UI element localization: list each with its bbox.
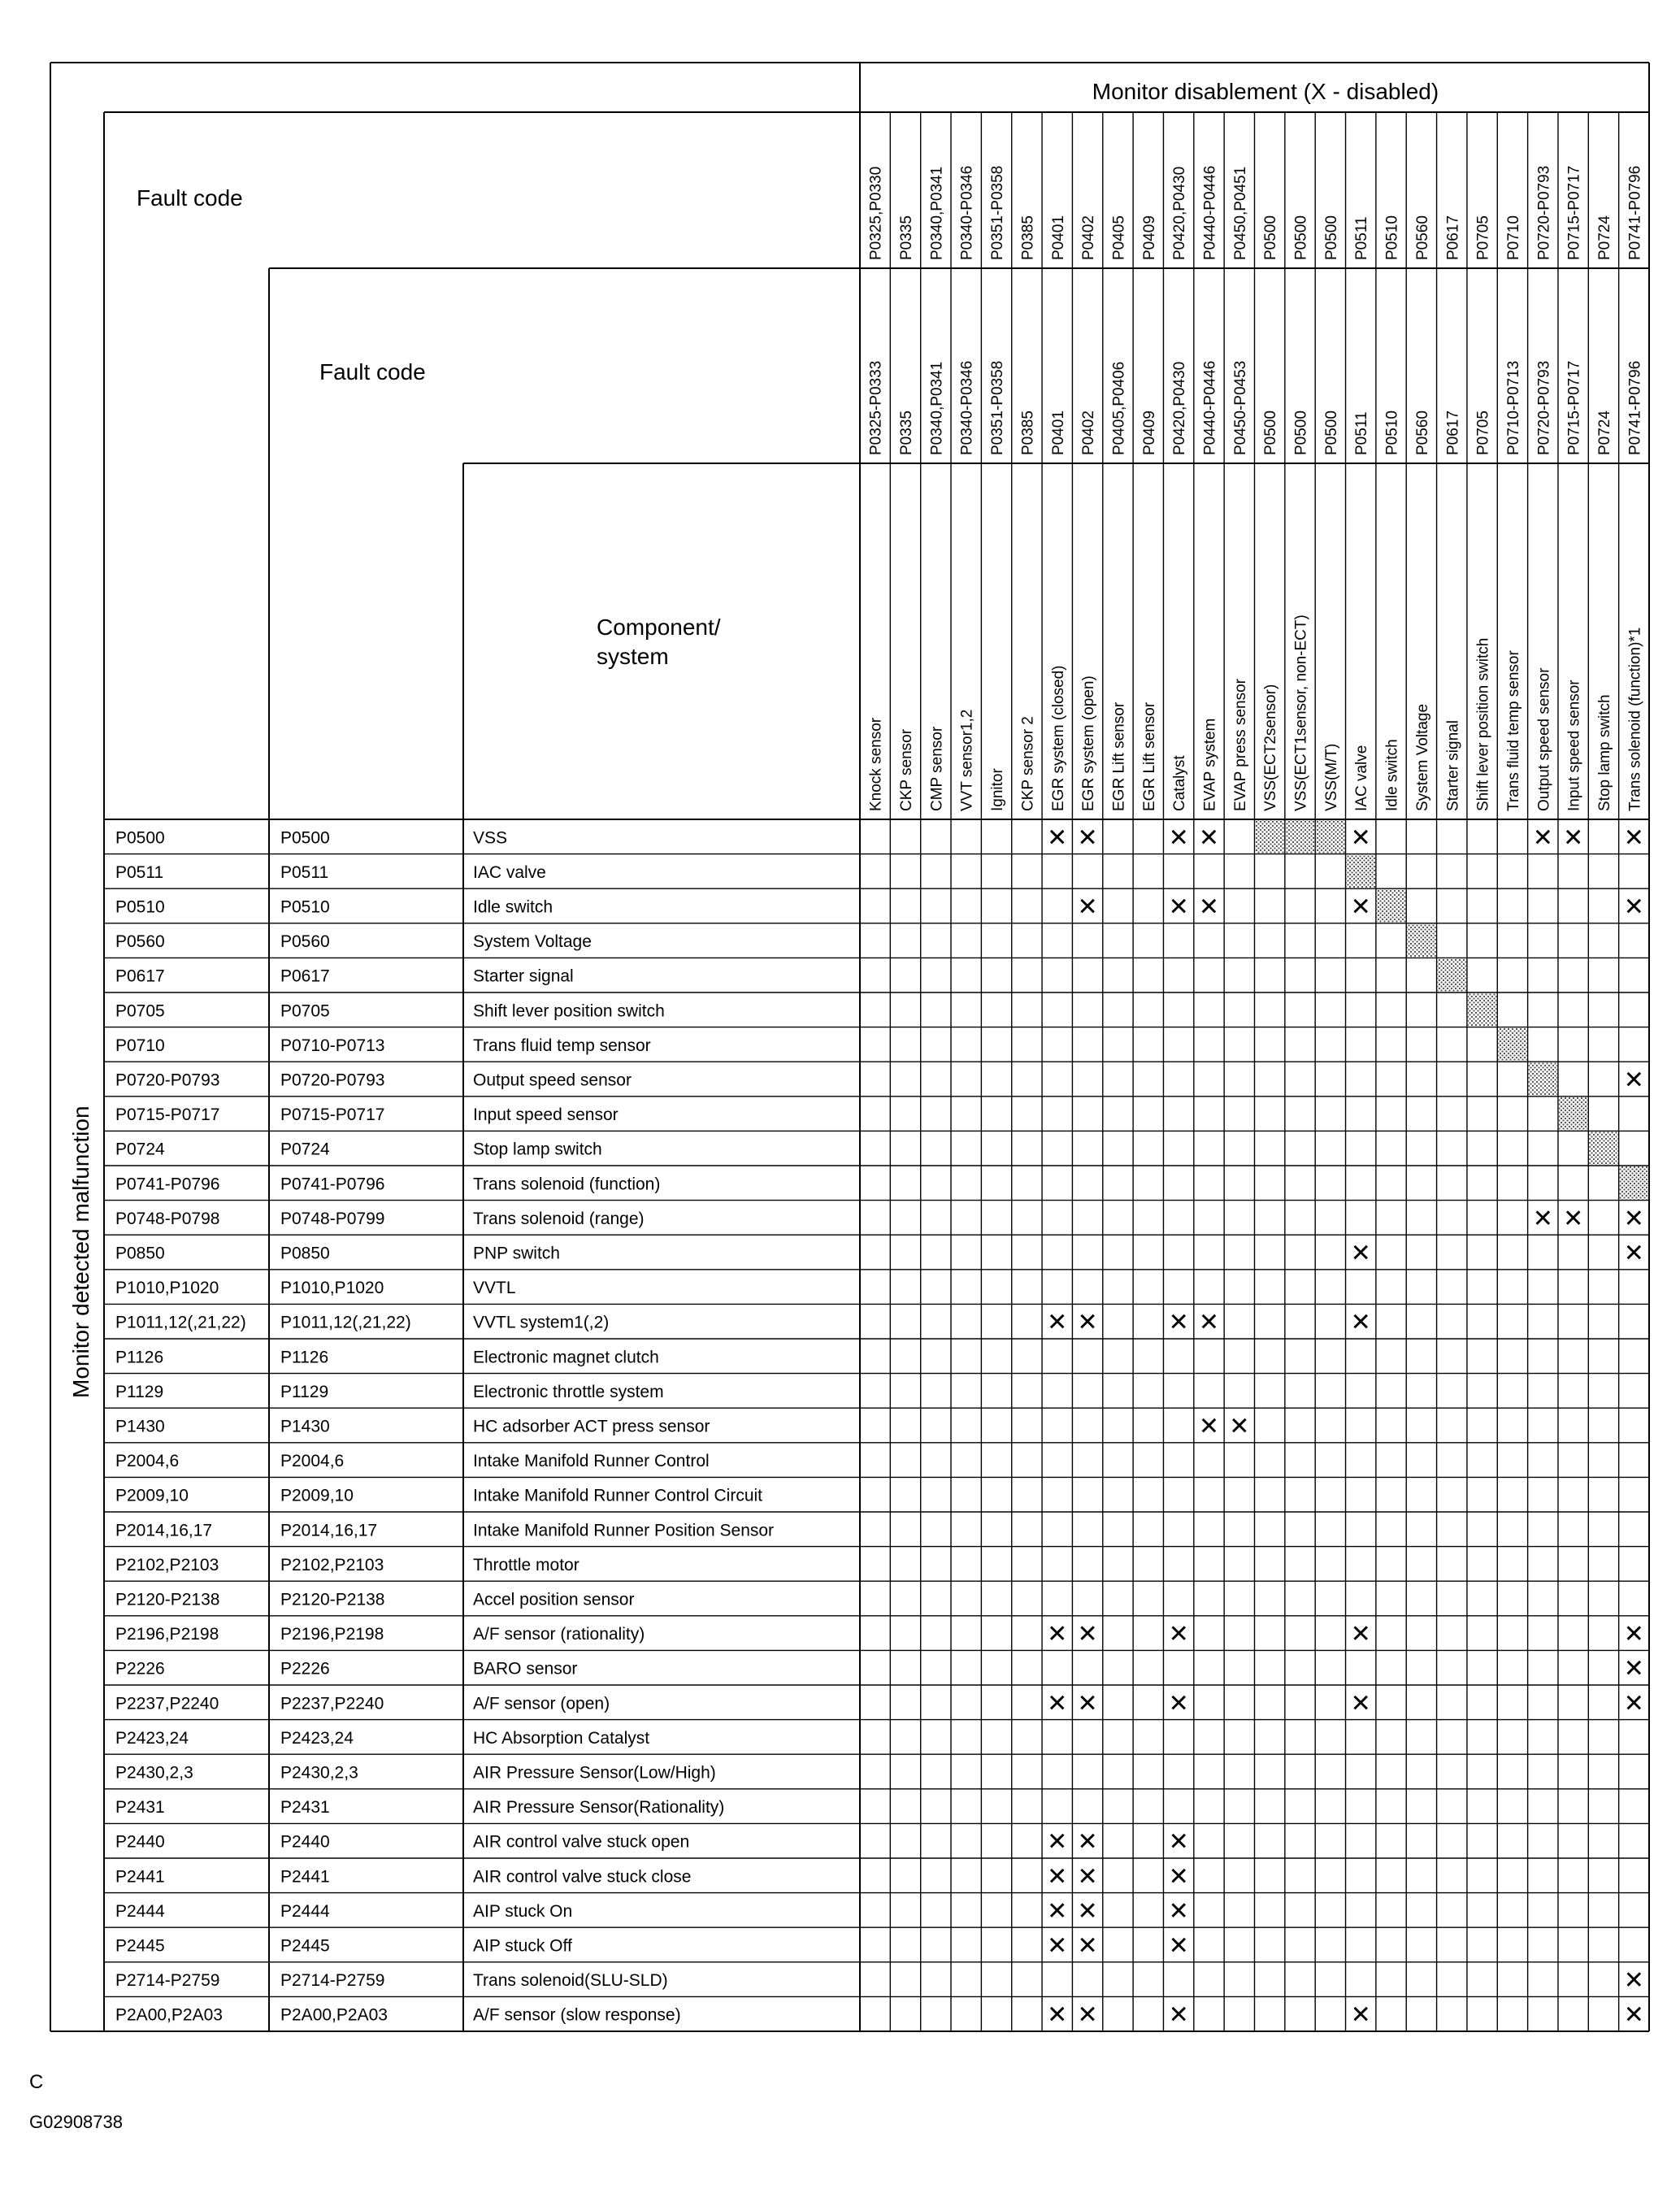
disabled-x-mark: ✕ <box>1077 1620 1098 1649</box>
column-component-name: Shift lever position switch <box>1474 637 1492 811</box>
row-fault-code-secondary: P2714-P2759 <box>280 1971 385 1991</box>
disabled-x-mark: ✕ <box>1047 1689 1068 1718</box>
row-component-name: Trans solenoid(SLU-SLD) <box>473 1971 668 1991</box>
disabled-x-mark: ✕ <box>1168 2000 1189 2030</box>
row-fault-code-primary: P2714-P2759 <box>115 1971 220 1991</box>
figure-id: G02908738 <box>29 2112 123 2132</box>
column-code-primary: P0409 <box>1140 215 1158 260</box>
column-component-name: IAC valve <box>1353 745 1371 811</box>
disabled-x-mark: ✕ <box>1047 823 1068 853</box>
fault-code-header-inner: Fault code <box>319 359 426 384</box>
column-code-secondary: P0560 <box>1413 410 1431 455</box>
column-code-primary: P0724 <box>1595 215 1613 260</box>
row-component-name: IAC valve <box>473 862 546 882</box>
disabled-x-mark: ✕ <box>1168 1689 1189 1718</box>
column-code-secondary: P0401 <box>1049 410 1067 455</box>
row-fault-code-primary: P2102,P2103 <box>115 1555 219 1574</box>
column-code-primary: P0440-P0446 <box>1201 165 1219 260</box>
row-fault-code-primary: P0705 <box>115 1001 165 1021</box>
disabled-x-mark: ✕ <box>1563 1204 1584 1233</box>
row-component-name: Intake Manifold Runner Control <box>473 1452 710 1471</box>
column-code-secondary: P0340,P0341 <box>928 361 946 455</box>
row-fault-code-secondary: P1430 <box>280 1417 330 1436</box>
row-component-name: Stop lamp switch <box>473 1140 602 1159</box>
row-component-name: Electronic magnet clutch <box>473 1348 659 1367</box>
column-component-name: VSS(ECT1sensor, non-ECT) <box>1292 615 1310 811</box>
disabled-x-mark: ✕ <box>1077 1827 1098 1857</box>
row-fault-code-primary: P2440 <box>115 1832 165 1852</box>
disabled-x-mark: ✕ <box>1350 893 1371 922</box>
column-code-primary: P0720-P0793 <box>1535 165 1553 260</box>
row-fault-code-secondary: P2430,2,3 <box>280 1763 358 1783</box>
row-fault-code-secondary: P1126 <box>280 1348 329 1367</box>
column-component-name: EGR Lift sensor <box>1140 701 1158 811</box>
row-component-name: VVTL system1(,2) <box>473 1313 610 1332</box>
disabled-x-mark: ✕ <box>1623 1620 1644 1649</box>
row-fault-code-secondary: P1129 <box>280 1382 329 1401</box>
column-component-name: Output speed sensor <box>1535 667 1553 811</box>
row-component-name: AIP stuck On <box>473 1901 573 1921</box>
disabled-x-mark: ✕ <box>1168 1896 1189 1926</box>
column-code-secondary: P0405,P0406 <box>1110 361 1128 455</box>
row-fault-code-primary: P2120-P2138 <box>115 1590 220 1609</box>
disabled-x-mark: ✕ <box>1563 823 1584 853</box>
disabled-x-mark: ✕ <box>1623 1239 1644 1268</box>
row-fault-code-primary: P0715-P0717 <box>115 1105 220 1125</box>
disabled-x-mark: ✕ <box>1532 1204 1553 1233</box>
column-code-secondary: P0440-P0446 <box>1201 360 1219 455</box>
row-fault-code-secondary: P2431 <box>280 1798 330 1818</box>
column-component-name: EGR Lift sensor <box>1110 701 1128 811</box>
disabled-x-mark: ✕ <box>1350 1689 1371 1718</box>
row-component-name: AIR control valve stuck close <box>473 1867 692 1887</box>
disabled-x-mark: ✕ <box>1198 823 1220 853</box>
disabled-x-mark: ✕ <box>1229 1412 1250 1441</box>
column-component-name: Catalyst <box>1171 755 1189 811</box>
column-component-name: EGR system (closed) <box>1049 665 1067 811</box>
row-fault-code-primary: P0500 <box>115 828 165 848</box>
row-fault-code-primary: P2423,24 <box>115 1728 189 1748</box>
disabled-x-mark: ✕ <box>1623 893 1644 922</box>
disabled-x-mark: ✕ <box>1047 1931 1068 1961</box>
column-code-secondary: P0705 <box>1474 410 1492 455</box>
disabled-x-mark: ✕ <box>1532 823 1553 853</box>
disabled-x-mark: ✕ <box>1350 1239 1371 1268</box>
column-code-primary: P0420,P0430 <box>1171 166 1189 260</box>
row-component-name: Trans solenoid (function) <box>473 1175 661 1194</box>
column-code-secondary: P0510 <box>1383 410 1401 455</box>
disabled-x-mark: ✕ <box>1047 1896 1068 1926</box>
disabled-x-mark: ✕ <box>1168 1620 1189 1649</box>
self-cell-shade <box>1559 1097 1587 1131</box>
row-fault-code-primary: P0710 <box>115 1036 165 1055</box>
column-code-secondary: P0500 <box>1322 410 1340 455</box>
row-fault-code-secondary: P0710-P0713 <box>280 1036 385 1055</box>
row-fault-code-secondary: P2445 <box>280 1936 330 1956</box>
row-fault-code-secondary: P0724 <box>280 1140 330 1159</box>
column-code-primary: P0510 <box>1383 215 1401 260</box>
column-code-secondary: P0741-P0796 <box>1626 360 1644 455</box>
column-code-secondary: P0724 <box>1595 410 1613 455</box>
row-component-name: Idle switch <box>473 897 553 917</box>
row-fault-code-secondary: P2014,16,17 <box>280 1521 378 1540</box>
self-cell-shade <box>1620 1166 1648 1200</box>
self-cell-shade <box>1498 1028 1526 1062</box>
row-component-name: AIR Pressure Sensor(Low/High) <box>473 1763 716 1783</box>
disabled-x-mark: ✕ <box>1350 1620 1371 1649</box>
column-component-name: Idle switch <box>1383 739 1401 811</box>
column-code-primary: P0500 <box>1322 215 1340 260</box>
column-component-name: Starter signal <box>1444 720 1462 811</box>
disabled-x-mark: ✕ <box>1623 2000 1644 2030</box>
self-cell-shade <box>1316 820 1344 853</box>
column-code-secondary: P0325-P0333 <box>867 360 885 455</box>
disabled-x-mark: ✕ <box>1623 1654 1644 1683</box>
disabled-x-mark: ✕ <box>1077 893 1098 922</box>
column-code-primary: P0710 <box>1504 215 1522 260</box>
row-component-name: A/F sensor (slow response) <box>473 2005 681 2025</box>
column-code-secondary: P0500 <box>1292 410 1310 455</box>
row-fault-code-secondary: P2423,24 <box>280 1728 354 1748</box>
row-fault-code-secondary: P2237,P2240 <box>280 1694 384 1713</box>
row-fault-code-primary: P2441 <box>115 1867 165 1887</box>
row-component-name: A/F sensor (open) <box>473 1694 610 1713</box>
row-fault-code-secondary: P2102,P2103 <box>280 1555 384 1574</box>
monitor-disablement-title: Monitor disablement (X - disabled) <box>1092 79 1439 104</box>
row-component-name: BARO sensor <box>473 1659 578 1679</box>
row-fault-code-primary: P2004,6 <box>115 1452 180 1471</box>
row-fault-code-primary: P2A00,P2A03 <box>115 2005 223 2025</box>
column-component-name: Knock sensor <box>867 717 885 811</box>
component-system-header-line2: system <box>597 644 669 669</box>
disabled-x-mark: ✕ <box>1623 1066 1644 1095</box>
column-component-name: Trans fluid temp sensor <box>1504 650 1522 811</box>
column-code-primary: P0741-P0796 <box>1626 165 1644 260</box>
column-code-primary: P0385 <box>1019 215 1037 260</box>
disabled-x-mark: ✕ <box>1077 2000 1098 2030</box>
row-fault-code-secondary: P2440 <box>280 1832 330 1852</box>
row-component-name: PNP switch <box>473 1244 560 1263</box>
row-fault-code-primary: P2009,10 <box>115 1486 189 1505</box>
row-fault-code-secondary: P2441 <box>280 1867 330 1887</box>
row-component-name: AIP stuck Off <box>473 1936 572 1956</box>
row-fault-code-secondary: P2444 <box>280 1901 330 1921</box>
disabled-x-mark: ✕ <box>1168 823 1189 853</box>
row-fault-code-secondary: P0510 <box>280 897 330 917</box>
self-cell-shade <box>1347 855 1375 888</box>
disabled-x-mark: ✕ <box>1350 2000 1371 2030</box>
row-fault-code-primary: P2430,2,3 <box>115 1763 193 1783</box>
row-fault-code-secondary: P0500 <box>280 828 330 848</box>
column-component-name: VSS(M/T) <box>1322 743 1340 811</box>
row-component-name: VSS <box>473 828 508 848</box>
column-component-name: Trans solenoid (function)*1 <box>1626 627 1644 811</box>
self-cell-shade <box>1589 1131 1617 1165</box>
row-fault-code-secondary: P0748-P0799 <box>280 1209 385 1228</box>
disabled-x-mark: ✕ <box>1198 1308 1220 1337</box>
row-fault-code-primary: P0511 <box>115 862 164 882</box>
row-fault-code-primary: P0510 <box>115 897 165 917</box>
row-component-name: Trans fluid temp sensor <box>473 1036 651 1055</box>
self-cell-shade <box>1256 820 1284 853</box>
disabled-x-mark: ✕ <box>1168 893 1189 922</box>
disabled-x-mark: ✕ <box>1168 1308 1189 1337</box>
column-code-primary: P0340-P0346 <box>958 165 976 260</box>
row-fault-code-secondary: P2004,6 <box>280 1452 345 1471</box>
row-fault-code-secondary: P1011,12(,21,22) <box>280 1313 411 1332</box>
self-cell-shade <box>1407 924 1435 958</box>
row-fault-code-primary: P1010,P1020 <box>115 1279 219 1298</box>
column-code-secondary: P0500 <box>1262 410 1280 455</box>
column-code-secondary: P0511 <box>1353 411 1371 455</box>
column-code-secondary: P0402 <box>1080 410 1098 455</box>
row-component-name: Throttle motor <box>473 1555 580 1574</box>
self-cell-shade <box>1377 889 1405 923</box>
disabled-x-mark: ✕ <box>1623 1689 1644 1718</box>
column-code-primary: P0401 <box>1049 215 1067 260</box>
column-code-secondary: P0715-P0717 <box>1565 360 1583 455</box>
disabled-x-mark: ✕ <box>1077 1896 1098 1926</box>
row-fault-code-secondary: P0705 <box>280 1001 330 1021</box>
row-component-name: VVTL <box>473 1279 516 1298</box>
column-code-primary: P0715-P0717 <box>1565 165 1583 260</box>
column-component-name: System Voltage <box>1413 703 1431 811</box>
column-component-name: VSS(ECT2sensor) <box>1262 684 1280 811</box>
row-fault-code-secondary: P2196,P2198 <box>280 1625 384 1644</box>
disabled-x-mark: ✕ <box>1047 1827 1068 1857</box>
row-component-name: Intake Manifold Runner Position Sensor <box>473 1521 775 1540</box>
row-component-name: Input speed sensor <box>473 1105 619 1125</box>
row-fault-code-primary: P0741-P0796 <box>115 1175 220 1194</box>
column-code-secondary: P0340-P0346 <box>958 360 976 455</box>
row-fault-code-secondary: P2120-P2138 <box>280 1590 385 1609</box>
row-component-name: Intake Manifold Runner Control Circuit <box>473 1486 762 1505</box>
column-component-name: Input speed sensor <box>1565 680 1583 811</box>
column-code-primary: P0405 <box>1110 215 1128 260</box>
row-component-name: Output speed sensor <box>473 1071 632 1090</box>
row-fault-code-secondary: P0850 <box>280 1244 330 1263</box>
column-code-secondary: P0409 <box>1140 410 1158 455</box>
column-component-name: Ignitor <box>989 768 1007 811</box>
column-component-name: EVAP system <box>1201 718 1219 811</box>
column-code-secondary: P0335 <box>898 410 916 455</box>
row-component-name: HC adsorber ACT press sensor <box>473 1417 710 1436</box>
column-component-name: CKP sensor <box>898 728 916 811</box>
row-fault-code-secondary: P0617 <box>280 966 330 986</box>
row-fault-code-secondary: P0741-P0796 <box>280 1175 385 1194</box>
column-code-primary: P0340,P0341 <box>928 166 946 260</box>
row-component-name: A/F sensor (rationality) <box>473 1625 645 1644</box>
row-component-name: AIR Pressure Sensor(Rationality) <box>473 1798 725 1818</box>
column-code-primary: P0402 <box>1080 215 1098 260</box>
row-fault-code-secondary: P0715-P0717 <box>280 1105 385 1125</box>
disabled-x-mark: ✕ <box>1047 1308 1068 1337</box>
column-code-primary: P0335 <box>898 215 916 260</box>
disabled-x-mark: ✕ <box>1077 1689 1098 1718</box>
column-code-secondary: P0385 <box>1019 410 1037 455</box>
disabled-x-mark: ✕ <box>1077 1862 1098 1891</box>
row-fault-code-secondary: P2226 <box>280 1659 330 1679</box>
column-code-primary: P0450,P0451 <box>1231 166 1249 260</box>
column-component-name: Stop lamp switch <box>1595 694 1613 811</box>
disabled-x-mark: ✕ <box>1047 1862 1068 1891</box>
row-fault-code-secondary: P1010,P1020 <box>280 1279 384 1298</box>
row-fault-code-primary: P2196,P2198 <box>115 1625 219 1644</box>
disabled-x-mark: ✕ <box>1623 1204 1644 1233</box>
row-fault-code-primary: P1126 <box>115 1348 164 1367</box>
column-component-name: EVAP press sensor <box>1231 679 1249 811</box>
row-fault-code-primary: P2237,P2240 <box>115 1694 219 1713</box>
disabled-x-mark: ✕ <box>1077 1308 1098 1337</box>
self-cell-shade <box>1286 820 1314 853</box>
row-component-name: HC Absorption Catalyst <box>473 1728 650 1748</box>
row-fault-code-primary: P0748-P0798 <box>115 1209 220 1228</box>
row-fault-code-primary: P0560 <box>115 932 165 952</box>
row-fault-code-secondary: P2009,10 <box>280 1486 354 1505</box>
self-cell-shade <box>1468 993 1496 1027</box>
row-fault-code-primary: P1129 <box>115 1382 164 1401</box>
row-fault-code-secondary: P0560 <box>280 932 330 952</box>
disabled-x-mark: ✕ <box>1077 1931 1098 1961</box>
column-component-name: CMP sensor <box>928 726 946 811</box>
row-component-name: System Voltage <box>473 932 592 952</box>
row-component-name: Accel position sensor <box>473 1590 635 1609</box>
row-fault-code-secondary: P2A00,P2A03 <box>280 2005 388 2025</box>
row-fault-code-primary: P0720-P0793 <box>115 1071 220 1090</box>
disabled-x-mark: ✕ <box>1168 1827 1189 1857</box>
column-code-primary: P0351-P0358 <box>989 165 1007 260</box>
column-code-secondary: P0710-P0713 <box>1504 360 1522 455</box>
row-fault-code-primary: P2444 <box>115 1901 165 1921</box>
component-system-header-line1: Component/ <box>597 615 721 640</box>
column-code-secondary: P0617 <box>1444 410 1462 455</box>
disabled-x-mark: ✕ <box>1077 823 1098 853</box>
row-fault-code-primary: P0617 <box>115 966 165 986</box>
column-code-primary: P0511 <box>1353 216 1371 260</box>
row-fault-code-primary: P0724 <box>115 1140 165 1159</box>
row-fault-code-primary: P1011,12(,21,22) <box>115 1313 246 1332</box>
column-component-name: EGR system (open) <box>1080 675 1098 811</box>
disabled-x-mark: ✕ <box>1198 893 1220 922</box>
row-component-name: Shift lever position switch <box>473 1001 665 1021</box>
self-cell-shade <box>1529 1062 1557 1096</box>
disabled-x-mark: ✕ <box>1350 1308 1371 1337</box>
disabled-x-mark: ✕ <box>1047 2000 1068 2030</box>
row-component-name: Trans solenoid (range) <box>473 1209 645 1228</box>
column-code-secondary: P0450-P0453 <box>1231 360 1249 455</box>
row-component-name: AIR control valve stuck open <box>473 1832 690 1852</box>
row-fault-code-primary: P2226 <box>115 1659 165 1679</box>
column-component-name: CKP sensor 2 <box>1019 716 1037 811</box>
row-fault-code-secondary: P0720-P0793 <box>280 1071 385 1090</box>
row-component-name: Electronic throttle system <box>473 1382 664 1401</box>
column-code-primary: P0705 <box>1474 215 1492 260</box>
column-code-primary: P0325,P0330 <box>867 166 885 260</box>
fault-code-header-outer: Fault code <box>137 185 243 211</box>
disabled-x-mark: ✕ <box>1198 1412 1220 1441</box>
column-code-primary: P0500 <box>1292 215 1310 260</box>
row-fault-code-secondary: P0511 <box>280 862 329 882</box>
row-fault-code-primary: P0850 <box>115 1244 165 1263</box>
column-code-primary: P0500 <box>1262 215 1280 260</box>
row-fault-code-primary: P2431 <box>115 1798 165 1818</box>
column-code-secondary: P0720-P0793 <box>1535 360 1553 455</box>
disabled-x-mark: ✕ <box>1623 1966 1644 1996</box>
row-fault-code-primary: P2445 <box>115 1936 165 1956</box>
row-component-name: Starter signal <box>473 966 574 986</box>
row-fault-code-primary: P2014,16,17 <box>115 1521 213 1540</box>
disabled-x-mark: ✕ <box>1168 1931 1189 1961</box>
disabled-x-mark: ✕ <box>1168 1862 1189 1891</box>
disabled-x-mark: ✕ <box>1623 823 1644 853</box>
footer-letter: C <box>29 2071 44 2093</box>
row-fault-code-primary: P1430 <box>115 1417 165 1436</box>
column-code-primary: P0560 <box>1413 215 1431 260</box>
column-code-secondary: P0351-P0358 <box>989 360 1007 455</box>
column-code-primary: P0617 <box>1444 215 1462 260</box>
disabled-x-mark: ✕ <box>1047 1620 1068 1649</box>
column-component-name: VVT sensor1,2 <box>958 709 976 811</box>
column-code-secondary: P0420,P0430 <box>1171 361 1189 455</box>
side-label: Monitor detected malfunction <box>68 1105 93 1398</box>
self-cell-shade <box>1438 958 1466 992</box>
disabled-x-mark: ✕ <box>1350 823 1371 853</box>
